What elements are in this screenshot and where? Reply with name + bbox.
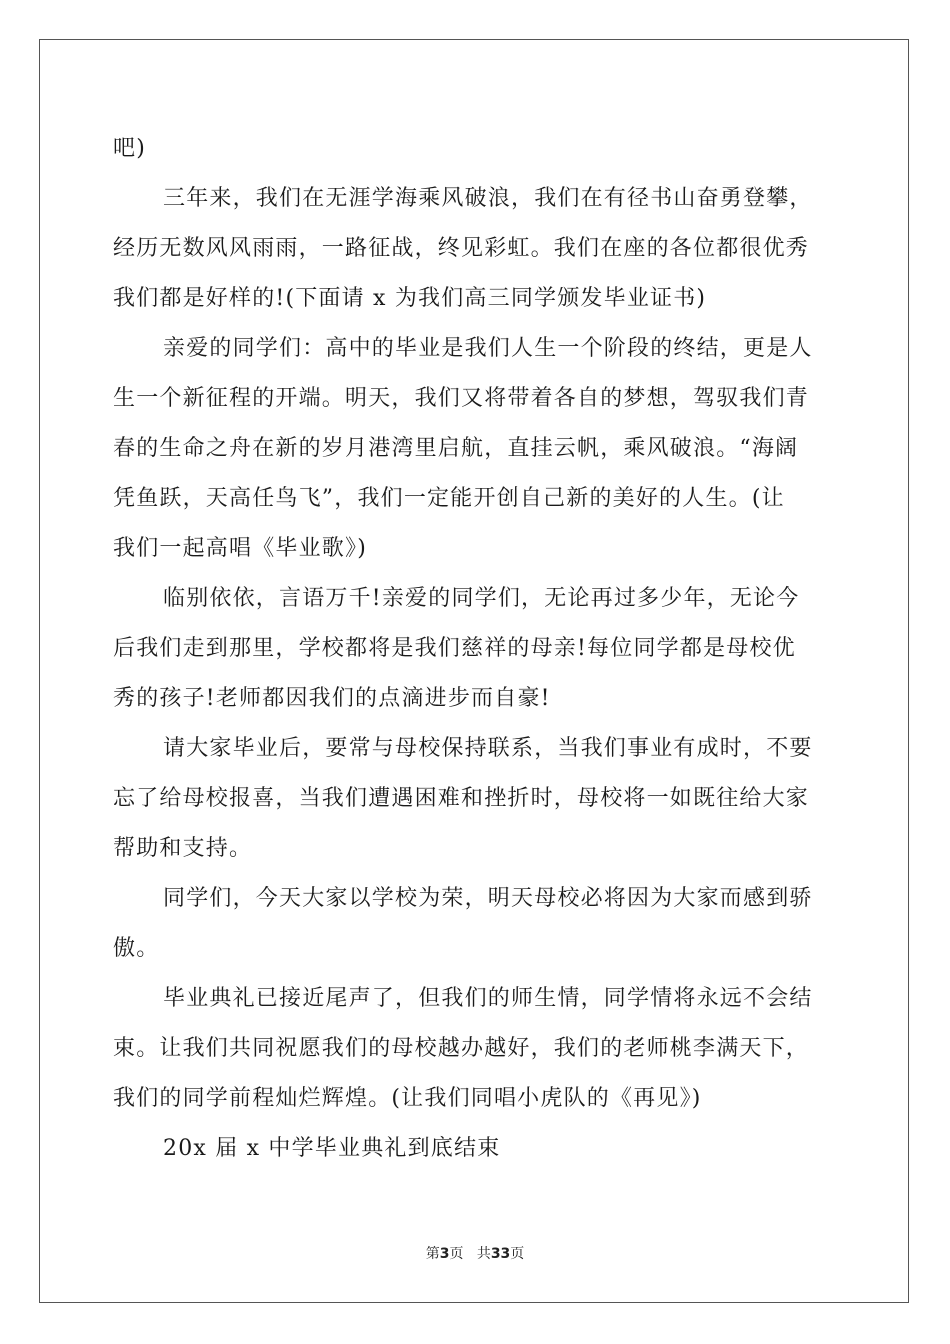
closing-line: 20x 届 x 中学毕业典礼到底结束 [163, 1136, 501, 1161]
paragraph-start-line: 同学们，今天大家以学校为荣，明天母校必将因为大家而感到骄 [163, 886, 813, 911]
text-line: 经历无数风风雨雨，一路征战，终见彩虹。我们在座的各位都很优秀 [113, 236, 810, 261]
paragraph-start-line: 请大家毕业后，要常与母校保持联系，当我们事业有成时，不要 [163, 736, 813, 761]
text-line: 春的生命之舟在新的岁月港湾里启航，直挂云帆，乘风破浪。“海阔 [113, 436, 799, 461]
page-footer [0, 1244, 950, 1264]
text-line: 我们的同学前程灿烂辉煌。(让我们同唱小虎队的《再见》) [113, 1086, 702, 1111]
text-line: 我们都是好样的!(下面请 x 为我们高三同学颁发毕业证书) [113, 286, 707, 311]
page-prefix: 第 [425, 1246, 440, 1262]
text-line: 帮助和支持。 [113, 836, 253, 861]
text-line: 秀的孩子!老师都因我们的点滴进步而自豪! [113, 686, 551, 711]
total-suffix: 页 [510, 1246, 525, 1262]
paragraph-start-line: 临别依依，言语万千!亲爱的同学们，无论再过多少年，无论今 [163, 586, 800, 611]
text-line: 生一个新征程的开端。明天，我们又将带着各自的梦想，驾驭我们青 [113, 386, 810, 411]
text-line: 吧) [113, 136, 146, 161]
total-pages: 33 [490, 1246, 511, 1262]
paragraph-start-line: 三年来，我们在无涯学海乘风破浪，我们在有径书山奋勇登攀， [163, 186, 813, 211]
text-line: 凭鱼跃，天高任鸟飞”，我们一定能开创自己新的美好的人生。(让 [113, 486, 785, 511]
text-line: 束。让我们共同祝愿我们的母校越办越好，我们的老师桃李满天下， [113, 1036, 810, 1061]
page-suffix: 页 [449, 1246, 464, 1262]
total-prefix: 共 [476, 1246, 491, 1262]
paragraph-start-line: 亲爱的同学们：高中的毕业是我们人生一个阶段的终结，更是人 [163, 336, 813, 361]
document-body [113, 124, 835, 1174]
text-line: 我们一起高唱《毕业歌》) [113, 536, 367, 561]
text-line: 傲。 [113, 936, 160, 961]
text-line: 后我们走到那里，学校都将是我们慈祥的母亲!每位同学都是母校优 [113, 636, 796, 661]
text-line: 忘了给母校报喜，当我们遭遇困难和挫折时，母校将一如既往给大家 [113, 786, 810, 811]
paragraph-start-line: 毕业典礼已接近尾声了，但我们的师生情，同学情将永远不会结 [163, 986, 813, 1011]
page-number: 3 [439, 1246, 450, 1262]
